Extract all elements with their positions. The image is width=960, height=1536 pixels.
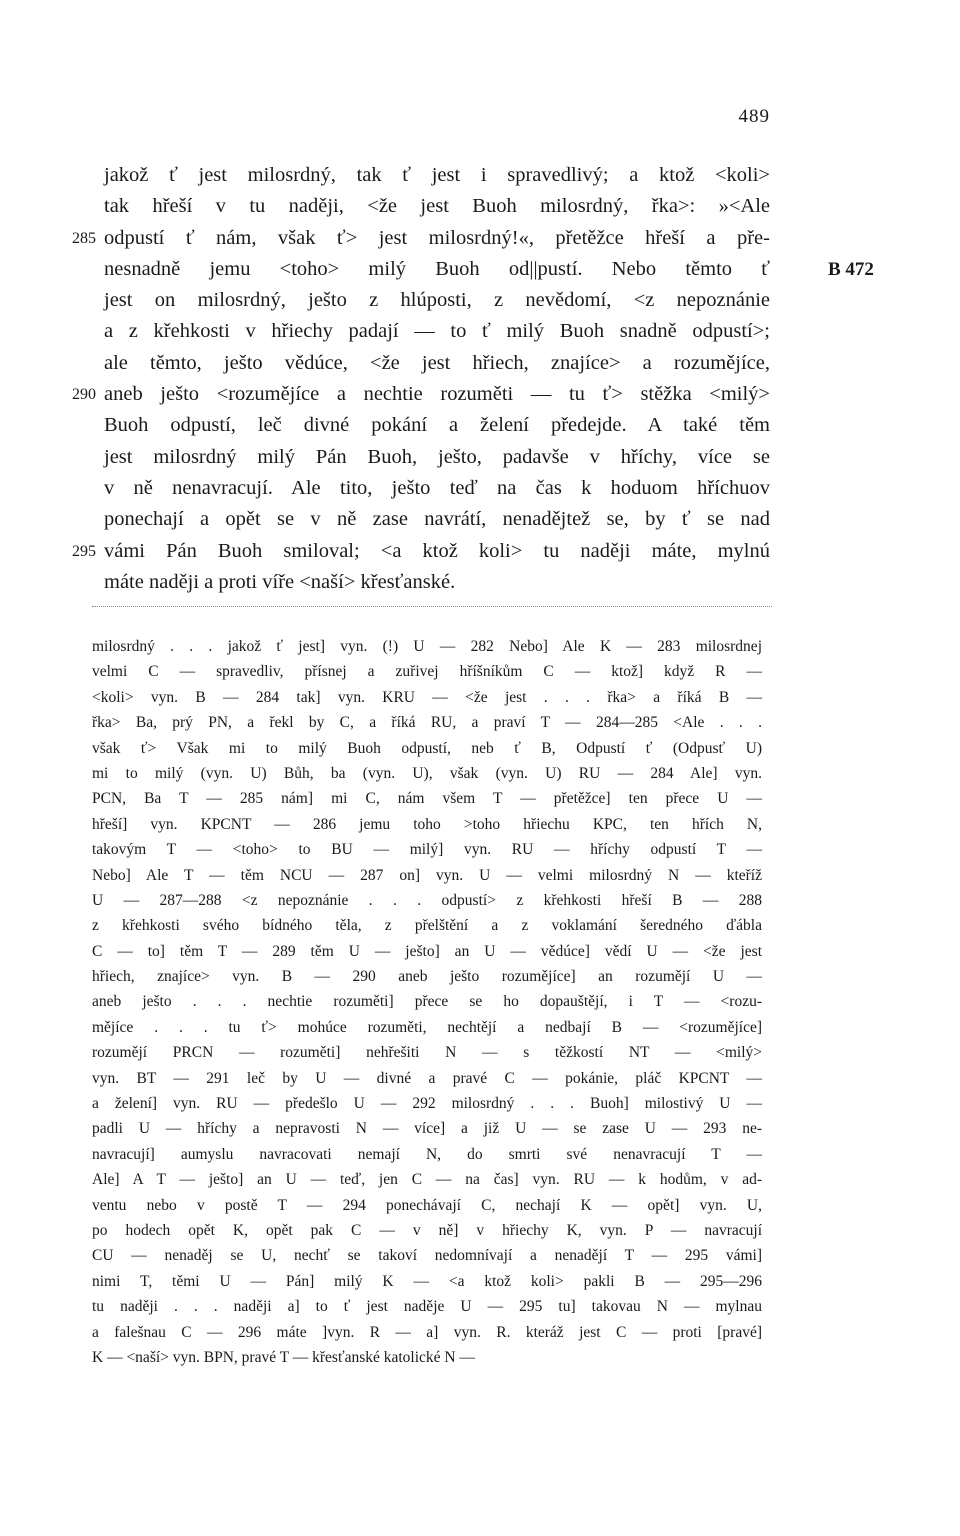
text-line	[60, 567, 910, 598]
note-line: však ť> Však mi to milý Buoh odpustí, neb ť B, Odpustí ť (Odpusť U)	[92, 739, 762, 757]
text-line	[60, 348, 910, 379]
note-line: hřeší] vyn. KPCNT — 286 jemu toho >toho hřiechu KPC, ten hřích N,	[92, 815, 762, 833]
note-line: K — <naší> vyn. BPN, pravé T — křesťanské katolické N —	[92, 1348, 475, 1366]
line-number: 290	[72, 386, 96, 404]
note-line: Nebo] Ale T — těm NCU — 287 on] vyn. U — velmi milosrdný N — kteříž	[92, 866, 762, 884]
note-line: PCN, Ba T — 285 nám] mi C, nám všem T — přetěžce] ten přece U —	[92, 790, 762, 808]
note-line: mi to milý (vyn. U) Bůh, ba (vyn. U), však (vyn. U) RU — 284 Ale] vyn.	[92, 764, 762, 782]
line-text: máte naději a proti víře <naší> křesťanské.	[104, 570, 456, 593]
note-line: a želení] vyn. RU — předešlo U — 292 milosrdný . . . Buoh] milostivý U —	[92, 1095, 762, 1113]
note-line: mějíce . . . tu ť> mohúce rozuměti, nechtějí a nedbají B — <rozumějíce]	[92, 1018, 762, 1036]
text-line	[60, 191, 910, 222]
line-text: jest milosrdný milý Pán Buoh, ješto, padavše v hříchy, více se	[104, 445, 770, 468]
text-line	[60, 536, 910, 567]
note-line: a falešnau C — 296 máte ]vyn. R — a] vyn. R. kteráž jest C — proti [pravé]	[92, 1323, 762, 1341]
note-line: velmi C — spravedliv, přísnej a zuřivej hříšníkům C — ktož] když R —	[92, 663, 762, 681]
note-line: ventu nebo v postě T — 294 ponechávají C, nechají K — opět] vyn. U,	[92, 1196, 762, 1214]
note-line: tu naději . . . naději a] to ť jest naděje U — 295 tu] takovau N — mylnau	[92, 1298, 762, 1316]
main-text	[60, 160, 910, 598]
note-line: CU — nenaděj se U, nechť se takoví nedomnívají a nenadějí T — 295 vámi]	[92, 1247, 762, 1265]
note-line: Ale] A T — ješto] an U — teď, jen C — na čas] vyn. RU — k hodům, v ad-	[92, 1171, 762, 1189]
text-line	[60, 160, 910, 191]
line-text: odpustí ť nám, však ť> jest milosrdný!«, přetěžce hřeší a pře-	[104, 226, 770, 249]
note-line: takovým T — <toho> to BU — milý] vyn. RU — hříchy odpustí T —	[92, 841, 762, 859]
note-line: C — to] těm T — 289 těm U — ješto] an U — vědúce] vědí U — <že jest	[92, 942, 762, 960]
margin-reference: B 472	[828, 258, 874, 280]
line-text: v ně nenavracují. Ale tito, ješto teď na čas k hoduom hříchuov	[104, 476, 770, 499]
text-line	[60, 254, 910, 285]
text-line	[60, 473, 910, 504]
note-line: po hodech opět K, opět pak C — v ně] v hřiechy K, vyn. P — navracují	[92, 1221, 762, 1239]
critical-apparatus	[92, 634, 762, 1370]
note-line: <koli> vyn. B — 284 tak] vyn. KRU — <že jest . . . řka> a říká B —	[92, 688, 762, 706]
note-line: padli U — hříchy a nepravosti N — více] a již U — se zase U — 293 ne-	[92, 1120, 762, 1138]
text-line	[60, 285, 910, 316]
line-text: nesnadně jemu <toho> milý Buoh od||pustí. Nebo těmto ť	[104, 257, 770, 280]
note-line: navracují] aumyslu navracovati nemají N, do smrti své nenavracují T —	[92, 1145, 762, 1163]
note-line: z křehkosti svého bídného těla, z přelštění a z voklamání šeredného ďábla	[92, 917, 762, 935]
line-text: a z křehkosti v hřiechy padají — to ť milý Buoh snadně odpustí>;	[104, 320, 770, 343]
text-line	[60, 379, 910, 410]
note-line: řka> Ba, prý PN, a řekl by C, a říká RU, a praví T — 284—285 <Ale . . .	[92, 714, 762, 732]
line-text: aneb ješto <rozumějíce a nechtie rozuměti — tu ť> stěžka <milý>	[104, 383, 770, 406]
page-number: 489	[738, 106, 770, 127]
note-line: hřiech, znajíce> vyn. B — 290 aneb ješto rozumějíce] an rozumějí U —	[92, 968, 762, 986]
note-line: rozumějí PRCN — rozuměti] nehřešiti N — s těžkostí NT — <milý>	[92, 1044, 762, 1062]
note-line: U — 287—288 <z nepoznánie . . . odpustí> z křehkosti hřeší B — 288	[92, 891, 762, 909]
line-number: 285	[72, 229, 96, 247]
line-text: ale těmto, ješto vědúce, <že jest hřiech, znajíce> a rozumějíce,	[104, 351, 770, 374]
note-line: nimi T, těmi U — Pán] milý K — <a ktož koli> pakli B — 295—296	[92, 1272, 762, 1290]
text-line	[60, 504, 910, 535]
line-text: vámi Pán Buoh smiloval; <a ktož koli> tu naději máte, mylnú	[104, 539, 770, 562]
note-line: aneb ješto . . . nechtie rozuměti] přece se ho dopauštějí, i T — <rozu-	[92, 993, 762, 1011]
note-line: milosrdný . . . jakož ť jest] vyn. (!) U — 282 Nebo] Ale K — 283 milosrdnej	[92, 638, 762, 655]
line-text: ponechají a opět se v ně zase navrátí, nenadějtež se, by ť se nad	[104, 508, 770, 531]
text-line	[60, 223, 910, 254]
text-line	[60, 442, 910, 473]
text-line	[60, 316, 910, 347]
line-number: 295	[72, 542, 96, 560]
footnote-divider	[92, 606, 772, 607]
note-line: vyn. BT — 291 leč by U — divné a pravé C — pokánie, pláč KPCNT —	[92, 1069, 762, 1087]
line-text: Buoh odpustí, leč divné pokání a želení předejde. A také těm	[104, 414, 770, 437]
line-text: tak hřeší v tu naději, <že jest Buoh milosrdný, řka>: »<Ale	[104, 195, 770, 218]
text-line	[60, 410, 910, 441]
line-text: jakož ť jest milosrdný, tak ť jest i spravedlivý; a ktož <koli>	[104, 164, 770, 186]
line-text: jest on milosrdný, ješto z hlúposti, z nevědomí, <z nepoznánie	[104, 289, 770, 312]
